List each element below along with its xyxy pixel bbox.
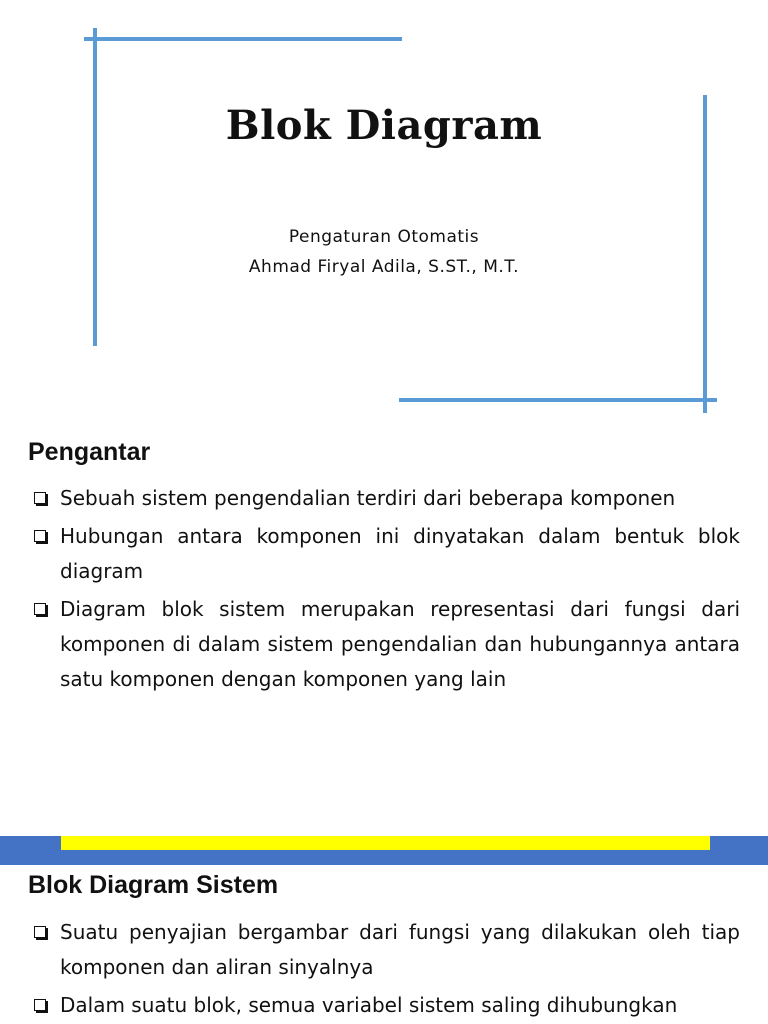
checkbox-bullet-icon xyxy=(34,999,46,1011)
list-item-text: Hubungan antara komponen ini dinyatakan dalam bentuk blok diagram xyxy=(60,524,740,583)
checkbox-bullet-icon xyxy=(34,926,46,938)
frame-line-top xyxy=(84,37,402,41)
slide-divider-accent xyxy=(61,836,710,850)
bullet-list xyxy=(32,915,740,1024)
list-item xyxy=(32,519,740,589)
frame-line-bottom xyxy=(399,398,717,402)
checkbox-bullet-icon xyxy=(34,603,46,615)
list-item-text: Diagram blok sistem merupakan representasi dari fungsi dari komponen di dalam sistem pengendalian dan hubungannya antara satu komponen dengan komponen yang lain xyxy=(60,597,740,691)
course-name: Pengaturan Otomatis xyxy=(288,227,480,247)
list-item xyxy=(32,481,740,516)
frame-line-left xyxy=(93,28,97,346)
list-item-text: Sebuah sistem pengendalian terdiri dari beberapa komponen xyxy=(60,486,676,510)
list-item-text: Suatu penyajian bergambar dari fungsi yang dilakukan oleh tiap komponen dan aliran sinyalnya xyxy=(60,920,740,979)
checkbox-bullet-icon xyxy=(34,492,46,504)
list-item xyxy=(32,988,740,1023)
list-item xyxy=(32,592,740,697)
section-heading: Pengantar xyxy=(28,438,151,466)
list-item-text: Dalam suatu blok, semua variabel sistem saling dihubungkan xyxy=(60,993,678,1017)
list-item xyxy=(32,915,740,985)
slide-title: Blok Diagram xyxy=(225,102,543,149)
author-name: Ahmad Firyal Adila, S.ST., M.T. xyxy=(248,257,520,277)
section-heading: Blok Diagram Sistem xyxy=(28,871,279,899)
bullet-list xyxy=(32,481,740,700)
checkbox-bullet-icon xyxy=(34,530,46,542)
